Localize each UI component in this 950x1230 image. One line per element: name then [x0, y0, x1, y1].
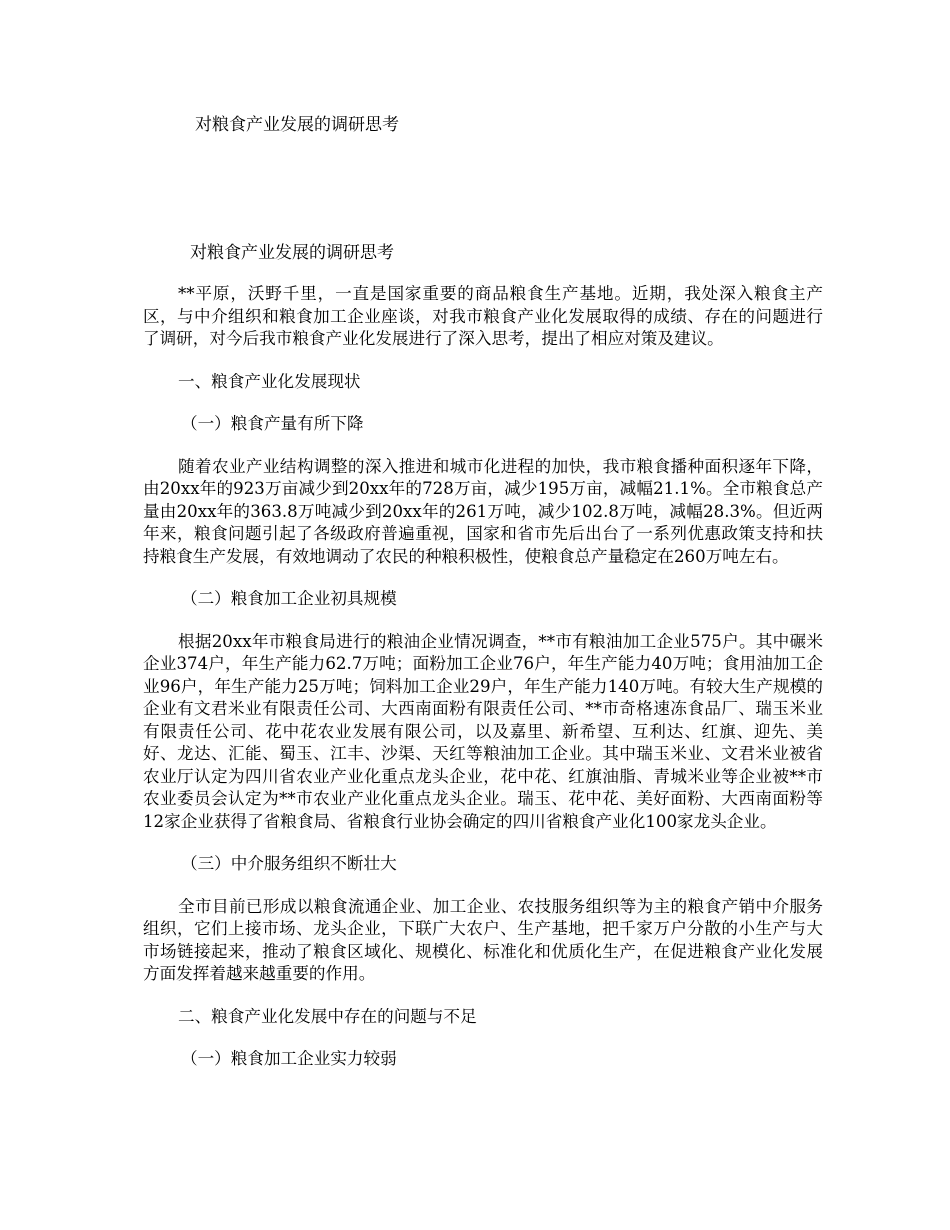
- section-1-3-heading: （三）中介服务组织不断壮大: [181, 854, 397, 873]
- section-2-1-heading: （一）粮食加工企业实力较弱: [181, 1049, 397, 1068]
- document-title: 对粮食产业发展的调研思考: [190, 243, 394, 263]
- section-1-1-heading: （一）粮食产量有所下降: [181, 414, 364, 433]
- document-body: [143, 283, 823, 1091]
- cover-title: 对粮食产业发展的调研思考: [195, 115, 399, 135]
- section-1-2-paragraph: 根据20xx年市粮食局进行的粮油企业情况调查，**市有粮油加工企业575户。其中碾米企业374户，年生产能力62.7万吨；面粉加工企业76户，年生产能力40万吨；食用油加工企业96户，年生产能力25万吨；饲料加工企业29户，年生产能力140万吨。有较大生产规模的企业有文君米业有限责任公司、大西南面粉有限责任公司、**市奇格速冻食品厂、瑞玉米业有限责任公司、花中花农业发展有限公司，以及嘉里、新希望、互利达、红旗、迎先、美好、龙达、汇能、蜀玉、江丰、沙渠、天红等粮油加工企业。其中瑞玉米业、文君米业被省农业厅认定为四川省农业产业化重点龙头企业，花中花、红旗油脂、青城米业等企业被**市农业委员会认定为**市农业产业化重点龙头企业。瑞玉、花中花、美好面粉、大西南面粉等12家企业获得了省粮食局、省粮食行业协会确定的四川省粮食产业化100家龙头企业。: [143, 631, 823, 831]
- section-1-1-paragraph: 随着农业产业结构调整的深入推进和城市化进程的加快，我市粮食播种面积逐年下降，由20xx年的923万亩减少到20xx年的728万亩，减少195万亩，减幅21.1%。全市粮食总产量由20xx年的363.8万吨减少到20xx年的261万吨，减少102.8万吨，减幅28.3%。但近两年来，粮食问题引起了各级政府普遍重视，国家和省市先后出台了一系列优惠政策支持和扶持粮食生产发展，有效地调动了农民的种粮积极性，使粮食总产量稳定在260万吨左右。: [143, 456, 823, 566]
- section-1-3-paragraph: 全市目前已形成以粮食流通企业、加工企业、农技服务组织等为主的粮食产销中介服务组织，它们上接市场、龙头企业，下联广大农户、生产基地，把千家万户分散的小生产与大市场链接起来，推动了粮食区域化、规模化、标准化和优质化生产，在促进粮食产业化发展方面发挥着越来越重要的作用。: [143, 896, 823, 983]
- section-1-2-heading: （二）粮食加工企业初具规模: [181, 589, 397, 608]
- section-2-heading: 二、粮食产业化发展中存在的问题与不足: [178, 1006, 477, 1026]
- intro-paragraph: **平原，沃野千里，一直是国家重要的商品粮食生产基地。近期，我处深入粮食主产区，与中介组织和粮食加工企业座谈，对我市粮食产业化发展取得的成绩、存在的问题进行了调研，对今后我市粮食产业化发展进行了深入思考，提出了相应对策及建议。: [143, 284, 823, 348]
- section-1-heading: 一、粮食产业化发展现状: [178, 371, 361, 391]
